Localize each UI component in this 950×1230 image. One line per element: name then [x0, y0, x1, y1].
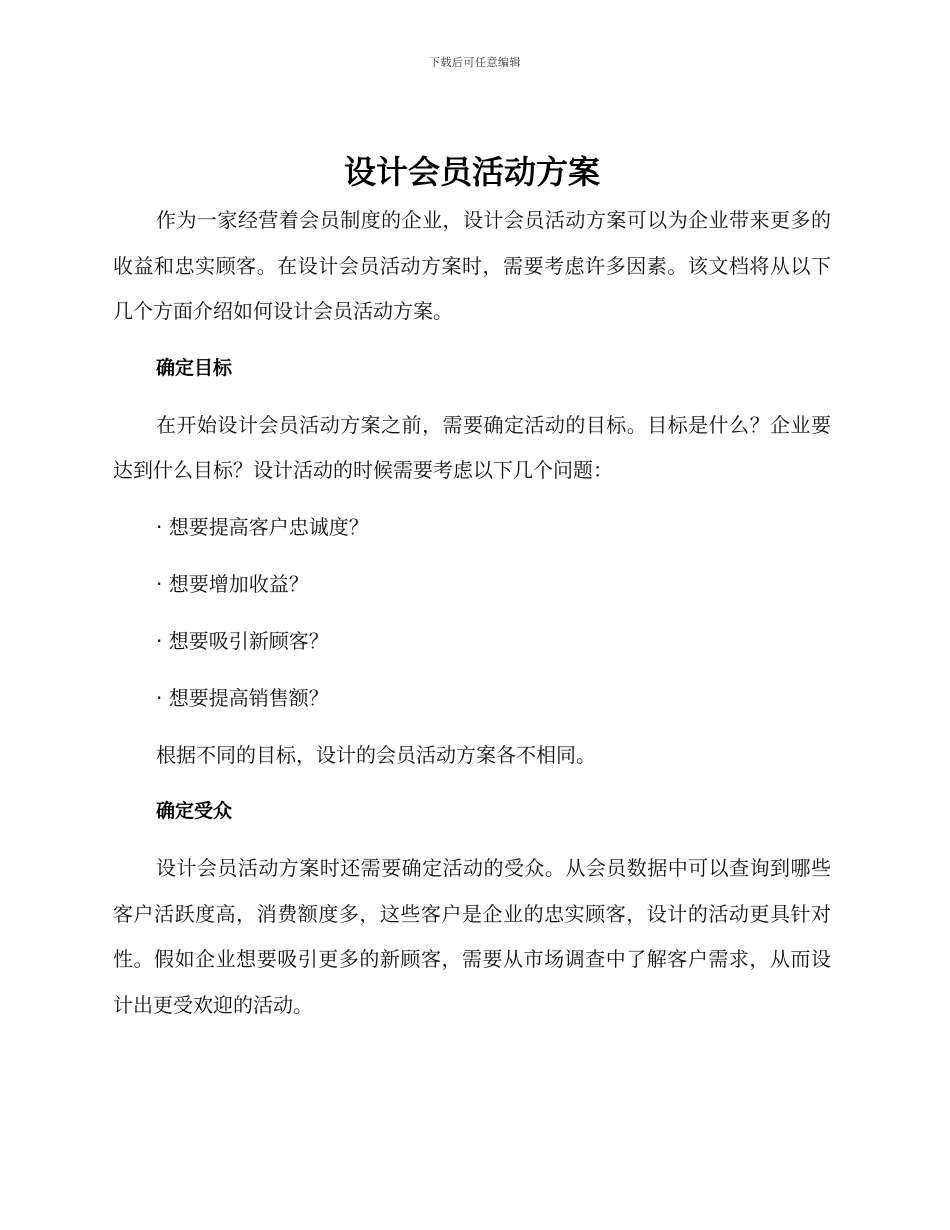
goals-conclusion: 根据不同的目标，设计的会员活动方案各不相同。: [156, 742, 596, 767]
audience-paragraph: 设计会员活动方案时还需要确定活动的受众。从会员数据中可以查询到哪些客户活跃度高，消费额度多，这些客户是企业的忠实顾客，设计的活动更具针对性。假如企业想要吸引更多的新顾客，需要从市场调查中了解客户需求，从而设计出更受欢迎的活动。: [113, 856, 831, 1017]
header-note: 下载后可任意编辑: [429, 56, 521, 69]
document-body: [113, 150, 831, 1039]
bullet-item: · 想要吸引新顾客？: [156, 628, 329, 653]
goals-paragraph: 在开始设计会员活动方案之前，需要确定活动的目标。目标是什么？企业要达到什么目标？设计活动的时候需要考虑以下几个问题：: [113, 412, 831, 482]
bullet-item: · 想要提高客户忠诚度？: [156, 514, 369, 539]
section-heading-audience: 确定受众: [156, 800, 233, 822]
section-heading-goals: 确定目标: [156, 356, 233, 379]
document-title: 设计会员活动方案: [343, 153, 600, 191]
bullet-item: · 想要提高销售额？: [156, 685, 329, 710]
bullet-item: · 想要增加收益？: [156, 571, 309, 596]
intro-paragraph: 作为一家经营着会员制度的企业，设计会员活动方案可以为企业带来更多的收益和忠实顾客。在设计会员活动方案时，需要考虑许多因素。该文档将从以下几个方面介绍如何设计会员活动方案。: [113, 208, 831, 323]
